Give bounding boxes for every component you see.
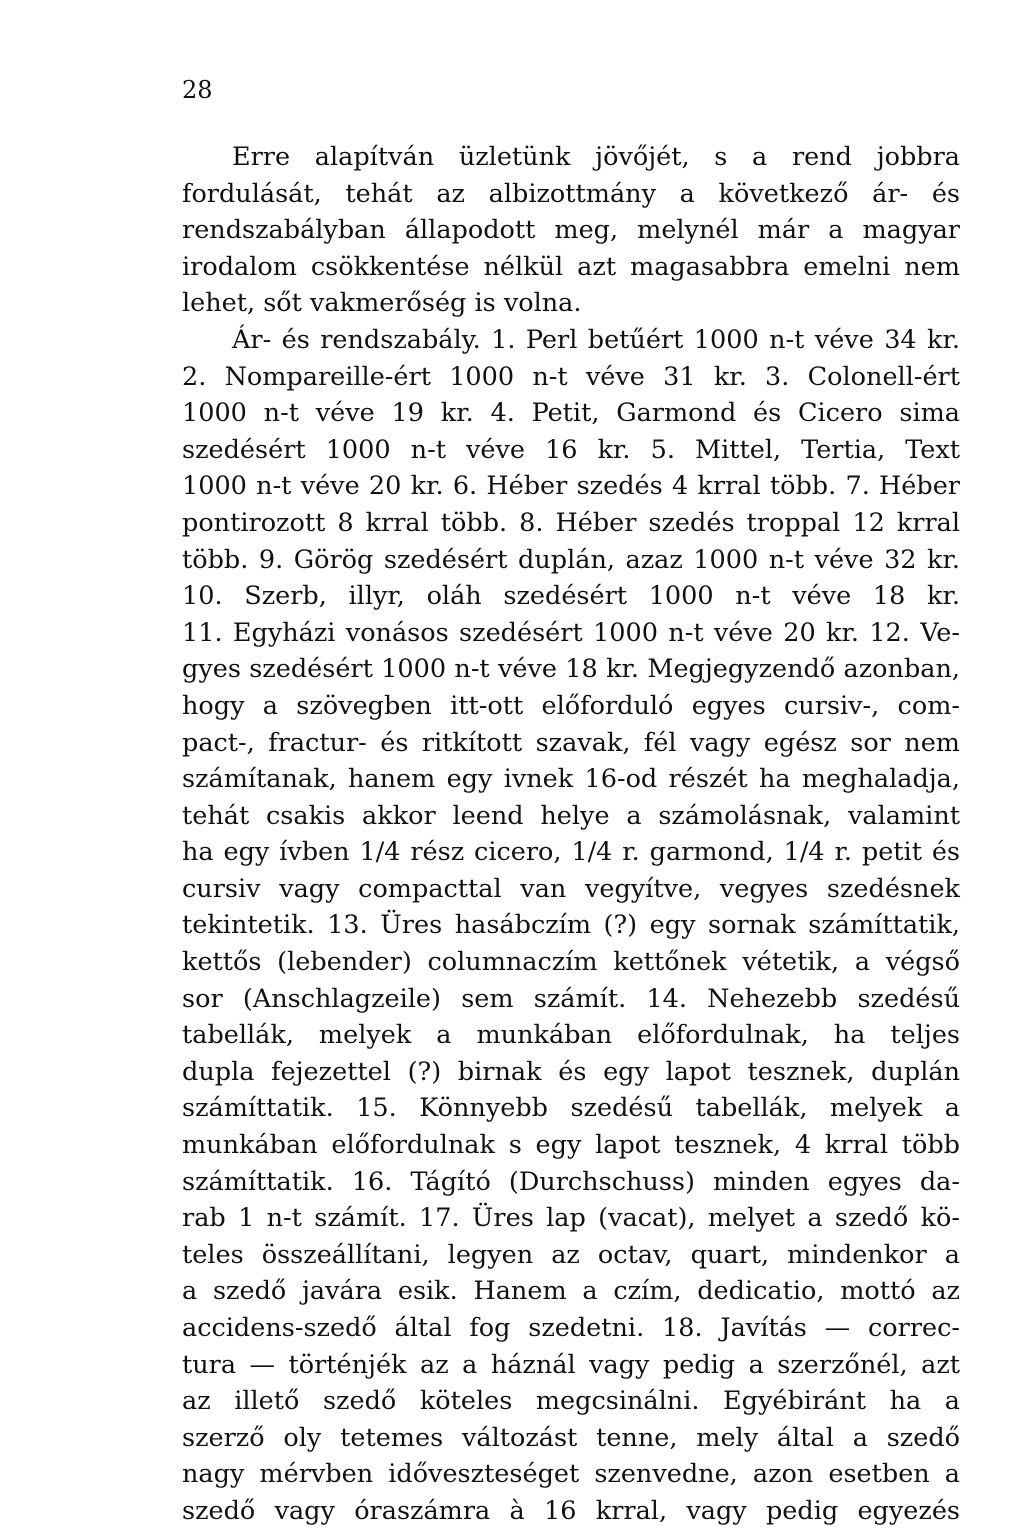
text-line: az illető szedő köteles megcsinálni. Egyébiránt ha a [182, 1386, 960, 1417]
text-line: teles összeállítani, legyen az octav, quart, mindenkor a [182, 1239, 960, 1270]
text-line: szedő vagy óraszámra à 16 krral, vagy pedig egyezés [182, 1495, 960, 1526]
text-line: tehát csakis akkor leend helye a számolásnak, valamint [182, 800, 960, 831]
text-line: 11. Egyházi vonásos szedésért 1000 n-t véve 20 kr. 12. Ve- [182, 617, 960, 648]
text-line: hogy a szövegben itt-ott előforduló egyes cursiv-, com- [182, 690, 960, 721]
text-line: 1000 n-t véve 20 kr. 6. Héber szedés 4 krral több. 7. Héber [182, 471, 960, 502]
text-line: szerző oly tetemes változást tenne, mely által a szedő [182, 1422, 960, 1453]
text-line: Ár- és rendszabály. 1. Perl betűért 1000 n-t véve 34 kr. [232, 324, 960, 355]
text-line: számítanak, hanem egy ivnek 16-od részét ha meghaladja, [182, 764, 960, 795]
text-line: gyes szedésért 1000 n-t véve 18 kr. Megjegyzendő azonban, [182, 654, 960, 685]
text-line: rendszabályban állapodott meg, melynél már a magyar [182, 215, 960, 246]
text-line: accidens-szedő által fog szedetni. 18. Javítás — correc- [182, 1313, 960, 1343]
text-line: munkában előfordulnak s egy lapot tesznek, 4 krral több [182, 1130, 960, 1161]
text-line: nagy mérvben időveszteséget szenvedne, azon esetben a [182, 1459, 960, 1490]
text-line: 10. Szerb, illyr, oláh szedésért 1000 n-t véve 18 kr. [182, 581, 960, 612]
text-line: 2. Nompareille-ért 1000 n-t véve 31 kr. 3. Colonell-ért [182, 361, 960, 392]
text-line: pontirozott 8 krral több. 8. Héber szedés troppal 12 krral [182, 507, 960, 538]
text-line: számíttatik. 15. Könnyebb szedésű tabellák, melyek a [182, 1093, 960, 1124]
text-line: sor (Anschlagzeile) sem számít. 14. Nehezebb szedésű [182, 983, 960, 1014]
text-line: kettős (lebender) columnaczím kettőnek vétetik, a végső [182, 947, 960, 978]
text-line: több. 9. Görög szedésért duplán, azaz 1000 n-t véve 32 kr. [182, 544, 960, 575]
text-line: tabellák, melyek a munkában előfordulnak, ha teljes [182, 1020, 960, 1051]
text-line: fordulását, tehát az albizottmány a következő ár- és [182, 178, 960, 209]
text-line: tekintetik. 13. Üres hasábczím (?) egy sornak számíttatik, [182, 910, 960, 941]
text-line: irodalom csökkentése nélkül azt magasabbra emelni nem [182, 251, 960, 282]
text-line: pact-, fractur- és ritkított szavak, fél vagy egész sor nem [182, 727, 960, 758]
text-line: Erre alapítván üzletünk jövőjét, s a rend jobbra [232, 142, 960, 172]
text-line: tura — történjék az a háznál vagy pedig a szerzőnél, azt [182, 1349, 960, 1380]
text-line: számíttatik. 16. Tágító (Durchschuss) minden egyes da- [182, 1166, 960, 1197]
text-line: cursiv vagy compacttal van vegyítve, vegyes szedésnek [182, 873, 960, 904]
text-line: a szedő javára esik. Hanem a czím, dedicatio, mottó az [182, 1276, 960, 1307]
text-line: 1000 n-t véve 19 kr. 4. Petit, Garmond és Cicero sima [182, 398, 960, 429]
text-line: ha egy ívben 1/4 rész cicero, 1/4 r. garmond, 1/4 r. petit és [182, 837, 960, 868]
body-text [182, 139, 960, 1530]
text-line: dupla fejezettel (?) birnak és egy lapot tesznek, duplán [182, 1056, 960, 1087]
page-number: 28 [182, 76, 213, 104]
text-line: lehet, sőt vakmerőség is volna. [182, 288, 582, 319]
text-line: szedésért 1000 n-t véve 16 kr. 5. Mittel, Tertia, Text [182, 434, 960, 465]
text-line: rab 1 n-t számít. 17. Üres lap (vacat), melyet a szedő kö- [182, 1203, 960, 1234]
